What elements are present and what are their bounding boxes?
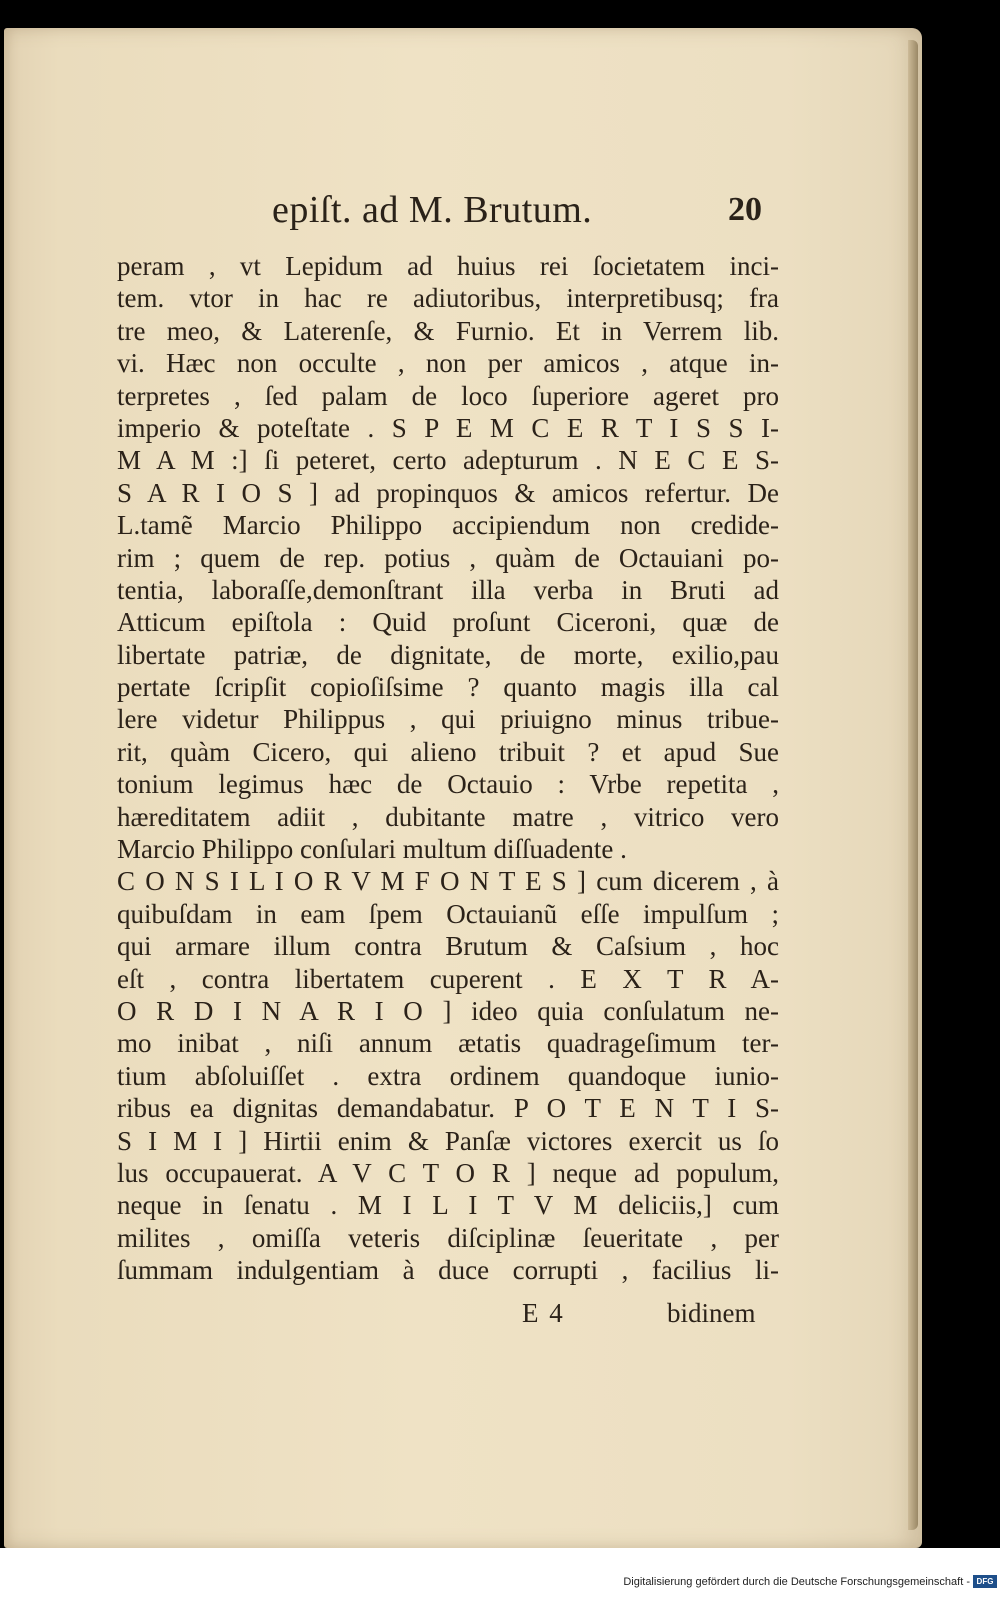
page-footer xyxy=(4,1293,922,1333)
text-line: hæreditatem adiit , dubitante matre , vitrico vero xyxy=(117,801,779,832)
text-line: vi. Hæc non occulte , non per amicos , atque in- xyxy=(117,348,779,379)
text-line: L.tamẽ Marcio Philippo accipiendum non credide- xyxy=(117,510,779,541)
text-line: milites , omiſſa veteris diſciplinæ ſeueritate , per xyxy=(117,1222,779,1253)
running-title: epiſt. ad M. Brutum. xyxy=(272,189,593,231)
text-line: mo inibat , niſi annum ætatis quadrageſimum ter- xyxy=(117,1028,779,1059)
book-page xyxy=(4,28,922,1548)
text-line: eſt , contra libertatem cuperent . E X T R A- xyxy=(117,963,779,994)
text-line: lere videtur Philippus , qui priuigno minus tribue- xyxy=(117,704,779,735)
text-line: terpretes , ſed palam de loco ſuperiore ageret pro xyxy=(117,380,779,411)
text-line: M A M :] ſi peteret, certo adepturum . N E C E S- xyxy=(117,445,779,476)
dfg-logo-icon: DFG xyxy=(973,1575,997,1588)
text-line: ſummam indulgentiam à duce corrupti , facilius li- xyxy=(117,1255,779,1286)
text-line: imperio & poteſtate . S P E M C E R T I S S I- xyxy=(117,412,779,443)
text-line: pertate ſcripſit copioſiſsime ? quanto magis illa cal xyxy=(117,672,779,703)
text-line: tonium legimus hæc de Octauio : Vrbe repetita , xyxy=(117,769,779,800)
text-line: tem. vtor in hac re adiutoribus, interpretibusq; fra xyxy=(117,283,779,314)
text-line: S A R I O S ] ad propinquos & amicos refertur. De xyxy=(117,477,779,508)
text-line: tentia, laboraſſe,demonſtrant illa verba in Bruti ad xyxy=(117,574,779,605)
text-line: qui armare illum contra Brutum & Caſsium , hoc xyxy=(117,931,779,962)
funding-credit: Digitalisierung gefördert durch die Deutsche Forschungsgemeinschaft - xyxy=(623,1576,970,1588)
credit-bar xyxy=(0,1548,1000,1597)
text-line: neque in ſenatu . M I L I T V M deliciis,] cum xyxy=(117,1190,779,1221)
page-header xyxy=(4,180,922,240)
page-edge xyxy=(908,40,918,1530)
text-line: tium abſoluiſſet . extra ordinem quandoque iunio- xyxy=(117,1060,779,1091)
text-line: rit, quàm Cicero, qui alieno tribuit ? et apud Sue xyxy=(117,736,779,767)
folio-number: 20 xyxy=(728,191,762,228)
body-text xyxy=(117,250,779,1287)
text-line: S I M I ] Hirtii enim & Panſæ victores exercit us ſo xyxy=(117,1125,779,1156)
text-line: peram , vt Lepidum ad huius rei ſocietatem inci- xyxy=(117,251,779,281)
text-line: Marcio Philippo conſulari multum diſſuadente . xyxy=(117,834,627,865)
text-line: tre meo, & Laterenſe, & Furnio. Et in Verrem lib. xyxy=(117,315,779,346)
text-line: quibuſdam in eam ſpem Octauianũ eſſe impulſum ; xyxy=(117,898,779,929)
text-line: O R D I N A R I O ] ideo quia conſulatum ne- xyxy=(117,995,779,1026)
text-line: ribus ea dignitas demandabatur. P O T E N T I S- xyxy=(117,1093,779,1124)
catchword: bidinem xyxy=(667,1298,756,1328)
signature-mark: E 4 xyxy=(522,1298,565,1328)
text-line: lus occupauerat. A V C T O R ] neque ad populum, xyxy=(117,1157,779,1188)
text-line: C O N S I L I O R V M F O N T E S ] cum dicerem , à xyxy=(117,866,779,897)
text-line: libertate patriæ, de dignitate, de morte, exilio,pau xyxy=(117,639,779,670)
text-line: Atticum epiſtola : Quid proſunt Ciceroni, quæ de xyxy=(117,607,779,638)
text-line: rim ; quem de rep. potius , quàm de Octauiani po- xyxy=(117,542,779,573)
